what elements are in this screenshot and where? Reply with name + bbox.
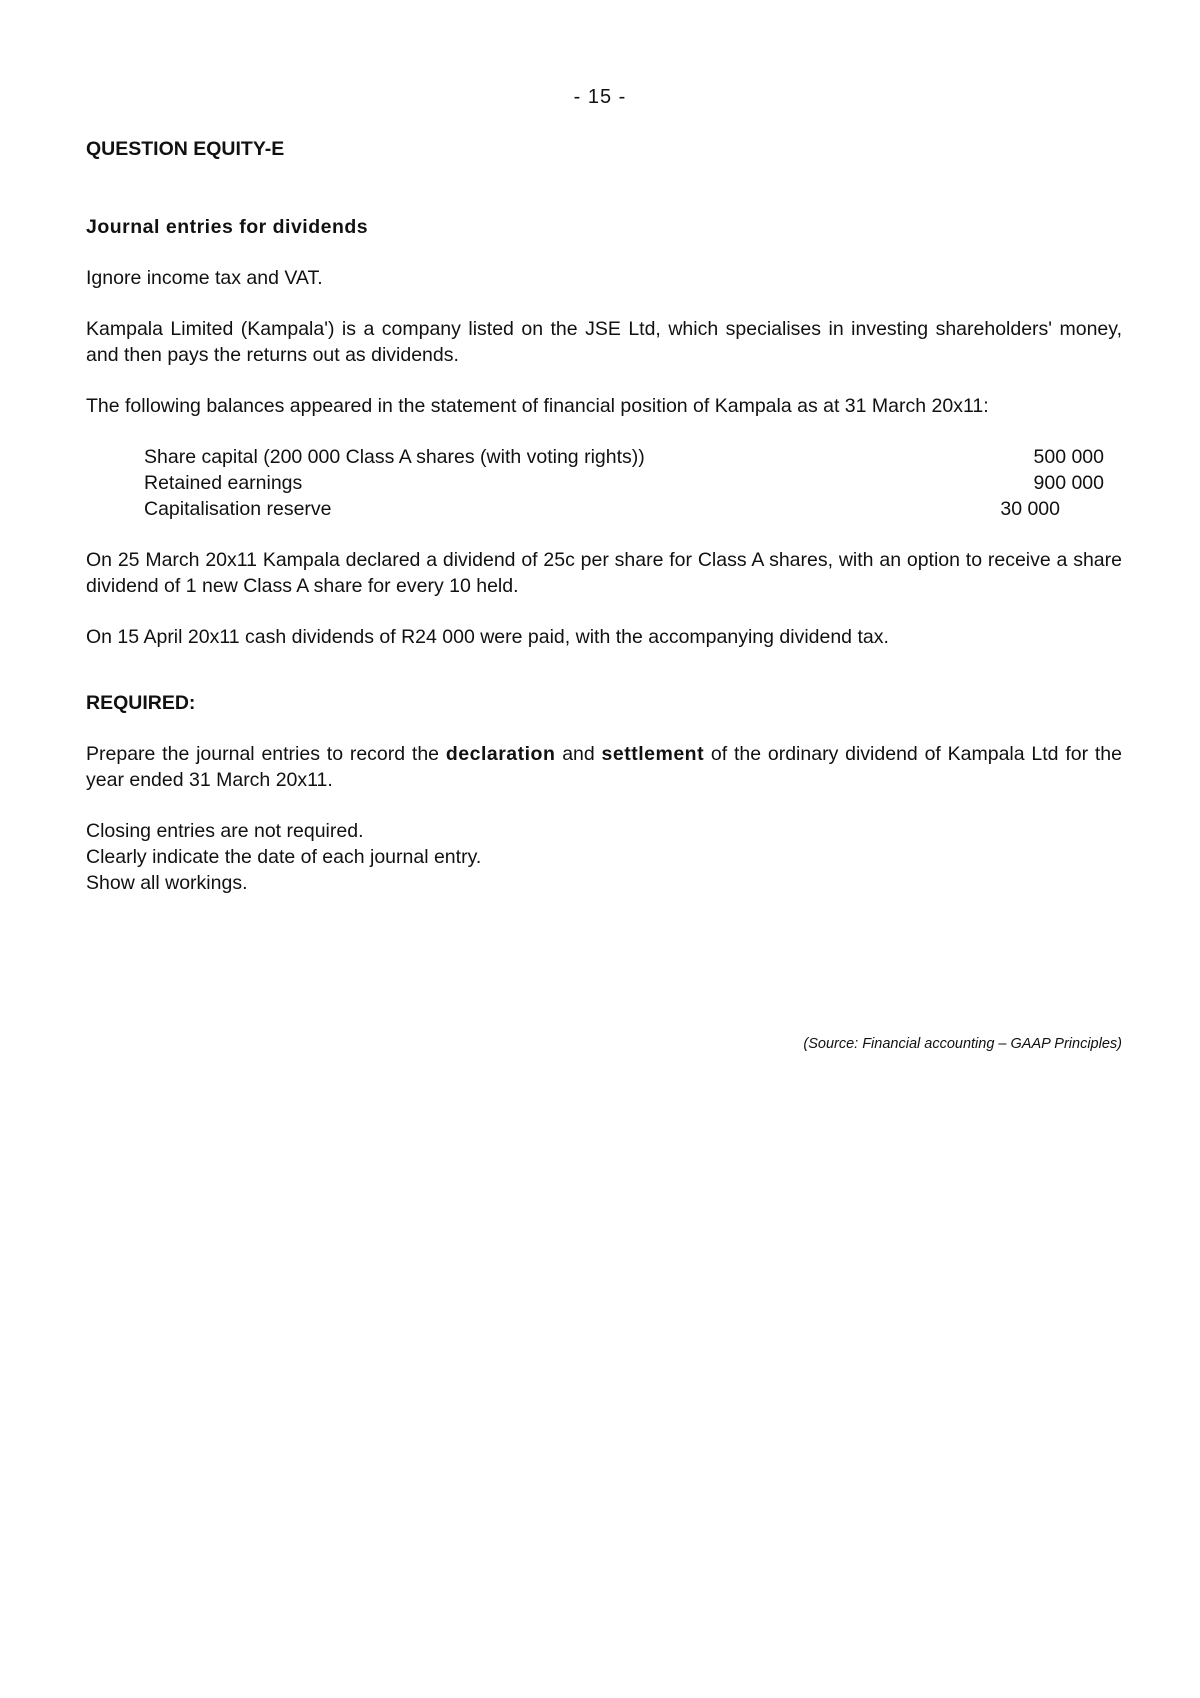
section-subtitle: Journal entries for dividends: [86, 216, 369, 238]
balance-label: Share capital (200 000 Class A shares (with voting rights)): [144, 446, 645, 468]
balance-amount: 900 000: [1033, 472, 1104, 494]
balance-row: [144, 444, 1104, 470]
balances-intro-paragraph: The following balances appeared in the statement of financial position of Kampala as at 31 March 20x11:: [86, 395, 989, 417]
instruction-line: Show all workings.: [86, 872, 248, 894]
instruction-list: [86, 818, 1122, 896]
instruction-paragraph: Ignore income tax and VAT.: [86, 267, 323, 289]
required-text-part: of the ordinary dividend of Kampala Ltd for the year ended 31 March 20x11.: [86, 743, 1122, 791]
question-title: QUESTION EQUITY-E: [86, 138, 285, 160]
balance-row: [144, 470, 1104, 496]
balance-amount: 500 000: [1033, 446, 1104, 468]
instruction-line: Closing entries are not required.: [86, 820, 364, 842]
required-bold-term: settlement: [601, 743, 705, 765]
page-number: - 15 -: [573, 86, 627, 108]
required-text-part: and: [555, 743, 602, 765]
instruction-line: Clearly indicate the date of each journal entry.: [86, 846, 482, 868]
balance-label: Retained earnings: [144, 472, 303, 494]
balances-table: [144, 444, 1104, 522]
required-heading: REQUIRED:: [86, 692, 196, 714]
dividend-payment-paragraph: On 15 April 20x11 cash dividends of R24 000 were paid, with the accompanying dividend tax.: [86, 626, 889, 648]
required-bold-term: declaration: [445, 743, 556, 765]
source-citation: (Source: Financial accounting – GAAP Principles): [803, 1036, 1122, 1052]
dividend-declaration-paragraph: On 25 March 20x11 Kampala declared a dividend of 25c per share for Class A shares, with an option to receive a share dividend of 1 new Class A share for every 10 held.: [86, 549, 1122, 597]
required-paragraph: [86, 741, 1122, 793]
balance-amount: 30 000: [1000, 498, 1060, 520]
required-text-part: Prepare the journal entries to record the: [86, 743, 446, 765]
balance-label: Capitalisation reserve: [144, 498, 332, 520]
page-content: [86, 136, 1122, 896]
company-description-paragraph: Kampala Limited (Kampala') is a company listed on the JSE Ltd, which specialises in investing shareholders' money, and then pays the returns out as dividends.: [86, 318, 1122, 366]
balance-row: [144, 496, 1104, 522]
